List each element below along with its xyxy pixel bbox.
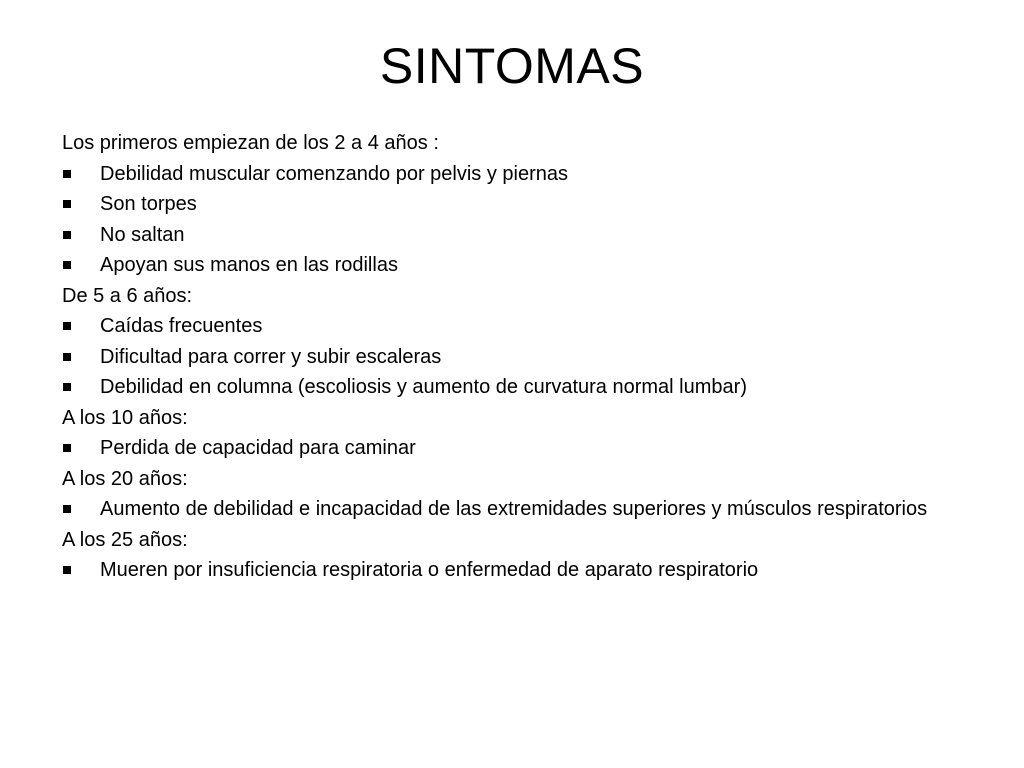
section-heading: De 5 a 6 años:	[62, 284, 193, 307]
section-heading: Los primeros empiezan de los 2 a 4 años :	[62, 132, 439, 154]
square-bullet-icon	[62, 494, 100, 525]
bullet-item	[62, 189, 962, 220]
square-bullet-icon	[62, 220, 100, 251]
bullet-text: Dificultad para correr y subir escaleras	[100, 345, 442, 368]
bullet-item	[62, 433, 962, 464]
square-bullet-icon	[62, 311, 100, 342]
bullet-text: No saltan	[100, 223, 185, 246]
square-bullet-icon	[62, 555, 100, 586]
square-bullet-icon	[62, 250, 100, 281]
bullet-text: Debilidad en columna (escoliosis y aumento de curvatura normal lumbar)	[100, 376, 747, 398]
square-bullet-icon	[62, 342, 100, 373]
bullet-text: Aumento de debilidad e incapacidad de las extremidades superiores y músculos respiratorios	[100, 498, 928, 520]
bullet-text: Son torpes	[100, 193, 197, 215]
bullet-text: Debilidad muscular comenzando por pelvis y piernas	[100, 162, 569, 185]
square-bullet-icon	[62, 189, 100, 220]
bullet-item	[62, 372, 962, 403]
bullet-item	[62, 250, 962, 281]
section-heading: A los 20 años:	[62, 467, 188, 490]
square-bullet-icon	[62, 159, 100, 190]
section-heading: A los 10 años:	[62, 406, 188, 429]
bullet-item	[62, 159, 962, 190]
section-heading: A los 25 años:	[62, 528, 188, 551]
bullet-text: Perdida de capacidad para caminar	[100, 437, 416, 459]
bullet-text: Caídas frecuentes	[100, 315, 263, 337]
bullet-item	[62, 494, 962, 525]
bullet-text: Apoyan sus manos en las rodillas	[100, 254, 398, 276]
bullet-item	[62, 555, 962, 586]
square-bullet-icon	[62, 372, 100, 403]
slide-title: SINTOMAS	[379, 38, 645, 94]
bullet-item	[62, 311, 962, 342]
square-bullet-icon	[62, 433, 100, 464]
bullet-item	[62, 342, 962, 373]
bullet-text: Mueren por insuficiencia respiratoria o enfermedad de aparato respiratorio	[100, 559, 759, 581]
slide-content	[62, 128, 962, 586]
bullet-item	[62, 220, 962, 251]
